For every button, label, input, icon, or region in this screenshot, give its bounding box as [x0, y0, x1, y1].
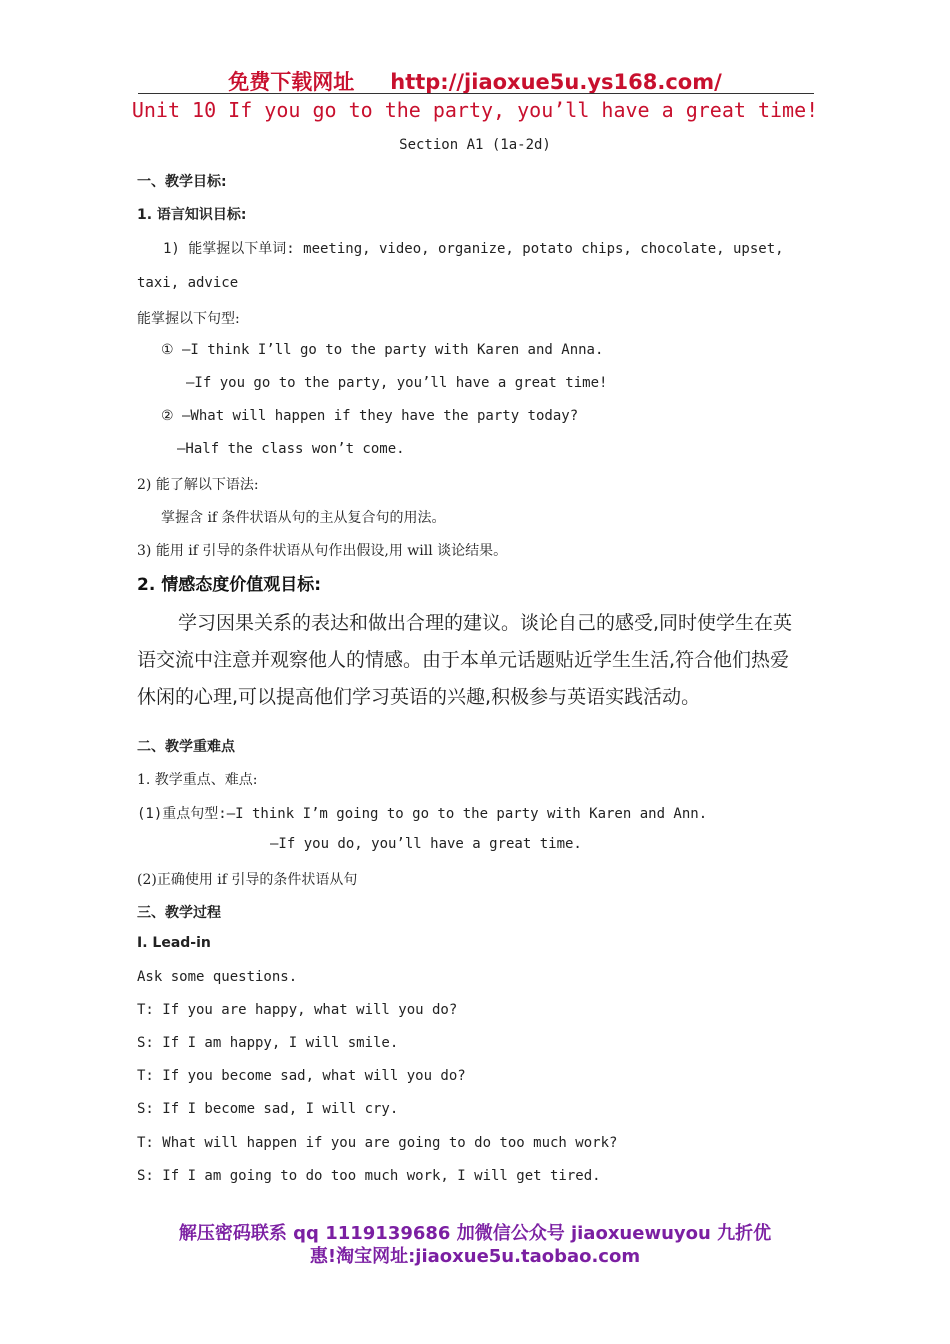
- grammar-text: 掌握含 if 条件状语从句的主从复合句的用法。: [161, 510, 446, 526]
- attitude-paragraph-line-2: 语交流中注意并观察他人的情感。由于本单元话题贴近学生生活,符合他们热爱: [137, 649, 790, 671]
- attitude-paragraph-line-3: 休闲的心理,可以提高他们学习英语的兴趣,积极参与英语实践活动。: [137, 686, 701, 708]
- knowledge-goal-heading: 1. 语言知识目标:: [137, 207, 247, 223]
- dialog-line: T: If you become sad, what will you do?: [137, 1068, 466, 1084]
- dialog-line: S: If I am going to do too much work, I will get tired.: [137, 1168, 601, 1184]
- vocab-line-2: taxi, advice: [137, 275, 239, 291]
- header-url-link[interactable]: http://jiaoxue5u.ys168.com/: [390, 70, 722, 94]
- ask-questions: Ask some questions.: [137, 969, 298, 985]
- process-heading: 三、教学过程: [137, 905, 221, 921]
- key-points-heading: 二、教学重难点: [137, 739, 235, 755]
- objective-item-3: 3) 能用 if 引导的条件状语从句作出假设,用 will 谈论结果。: [137, 543, 508, 559]
- dialog-2-question: ② —What will happen if they have the party today?: [161, 408, 579, 424]
- vocab-line-1: 1) 能掌握以下单词: meeting, video, organize, potato chips, chocolate, upset,: [163, 241, 784, 257]
- footer-line-1: 解压密码联系 qq 1119139686 加微信公众号 jiaoxuewuyou 九折优: [178, 1223, 772, 1244]
- dialog-line: T: What will happen if you are going to do too much work?: [137, 1135, 618, 1151]
- header-label: 免费下载网址: [228, 70, 355, 94]
- header-divider: [138, 93, 814, 94]
- key-sentence-1-answer: —If you do, you’ll have a great time.: [270, 836, 582, 852]
- dialog-1-answer: —If you go to the party, you’ll have a great time!: [186, 375, 608, 391]
- dialog-line: T: If you are happy, what will you do?: [137, 1002, 458, 1018]
- attitude-paragraph-line-1: 学习因果关系的表达和做出合理的建议。谈论自己的感受,同时使学生在英: [178, 612, 793, 634]
- footer-line-2: 惠!淘宝网址:jiaoxue5u.taobao.com: [309, 1246, 641, 1267]
- section-title: Section A1 (1a-2d): [399, 137, 551, 153]
- dialog-1-question: ① —I think I’ll go to the party with Karen and Anna.: [161, 342, 604, 358]
- key-sentence-1: (1)重点句型:—I think I’m going to go to the party with Karen and Ann.: [137, 806, 708, 822]
- key-points-sub: 1. 教学重点、难点:: [137, 772, 258, 788]
- dialog-line: S: If I am happy, I will smile.: [137, 1035, 399, 1051]
- dialog-2-answer: —Half the class won’t come.: [177, 441, 405, 457]
- unit-title: Unit 10 If you go to the party, you’ll have a great time!: [131, 98, 819, 122]
- objectives-heading: 一、教学目标:: [137, 174, 227, 190]
- key-point-2: (2)正确使用 if 引导的条件状语从句: [137, 872, 358, 888]
- lead-in-heading: Ⅰ. Lead-in: [137, 935, 211, 951]
- dialog-line: S: If I become sad, I will cry.: [137, 1101, 399, 1117]
- attitude-goal-heading: 2. 情感态度价值观目标:: [137, 575, 322, 595]
- grammar-label: 2) 能了解以下语法:: [137, 477, 259, 493]
- sentences-label: 能掌握以下句型:: [137, 311, 240, 327]
- page-header: [0, 66, 950, 96]
